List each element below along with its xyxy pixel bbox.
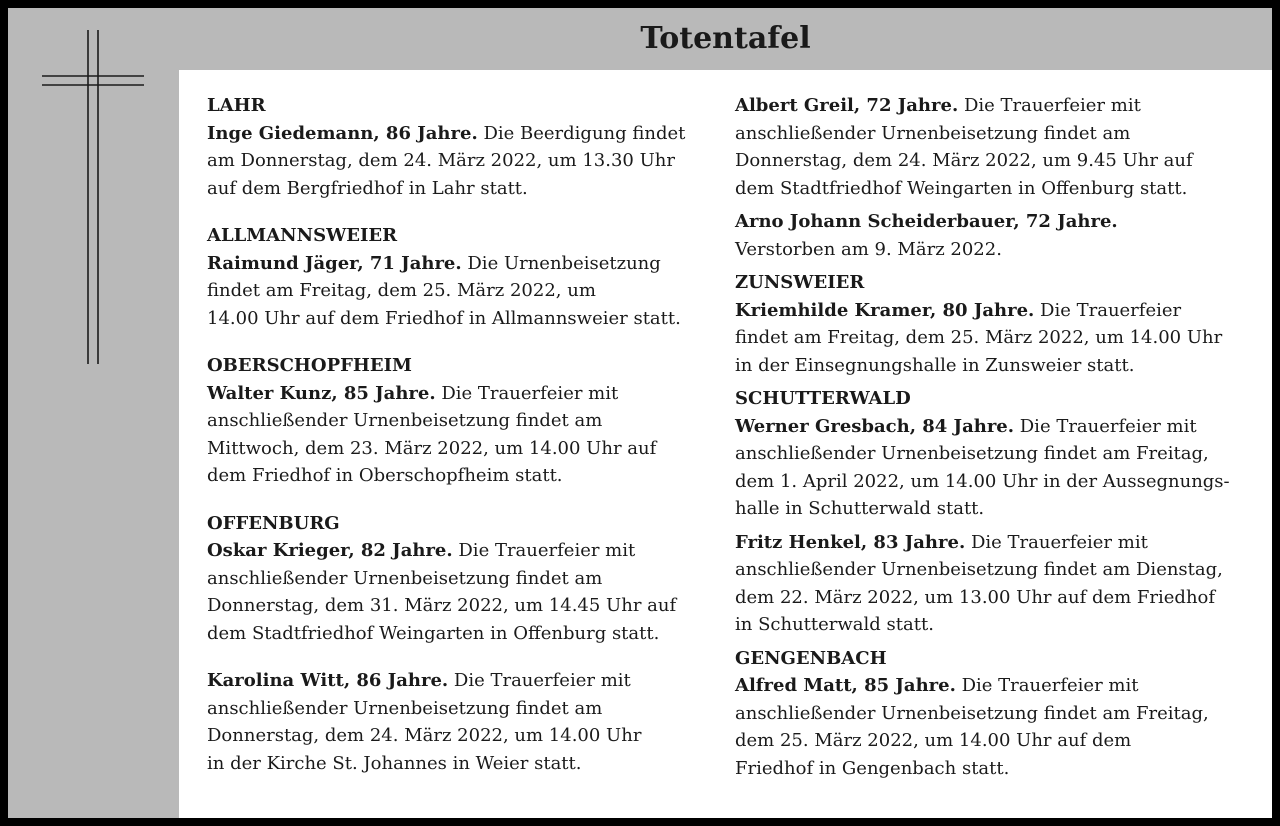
obituary-entry — [735, 297, 1255, 380]
entry-text: Die Trauerfeier mit — [1014, 415, 1197, 437]
entry-text-line: Donnerstag, dem 24. März 2022, um 9.45 Uhr auf — [735, 150, 1193, 171]
entry-first-line — [735, 672, 1255, 700]
entry-text: Die Beerdigung findet — [477, 122, 686, 144]
person-name: Albert Greil, 72 Jahre. — [735, 95, 959, 116]
entry-text: Die Trauerfeier mit — [452, 540, 636, 561]
entry-first-line — [735, 92, 1255, 120]
entry-text: Die Trauerfeier mit — [448, 670, 631, 691]
entry-text-line: dem Friedhof in Oberschopfheim statt. — [207, 465, 563, 486]
entry-text-line: anschließender Urnenbeisetzung findet am Freitag, — [735, 443, 1209, 464]
entry-text-line: anschließender Urnenbeisetzung findet am Dienstag, — [735, 559, 1223, 580]
cross-icon — [42, 30, 144, 364]
right-column — [735, 92, 1255, 782]
entry-text: Die Trauerfeier mit — [435, 382, 619, 404]
place-heading: ALLMANNSWEIER — [207, 225, 398, 246]
section-oberschopfheim — [207, 352, 707, 490]
entry-text-line: findet am Freitag, dem 25. März 2022, um 14.00 Uhr — [735, 327, 1223, 348]
entry-text: Die Trauerfeier mit — [965, 531, 1148, 553]
section-schutterwald — [735, 385, 1255, 639]
entry-text-line: anschließender Urnenbeisetzung findet am — [207, 567, 603, 589]
person-name: Karolina Witt, 86 Jahre. — [207, 670, 449, 691]
obituary-entry — [735, 208, 1255, 263]
section-continued — [735, 92, 1255, 263]
obituary-entry — [207, 380, 707, 490]
entry-text-line: dem Stadtfriedhof Weingarten in Offenburg statt. — [207, 622, 660, 644]
entry-first-line — [207, 250, 707, 278]
person-name: Fritz Henkel, 83 Jahre. — [735, 531, 966, 553]
entry-first-line — [735, 529, 1255, 557]
entry-text-line: 14.00 Uhr auf dem Friedhof in Allmannsweier statt. — [207, 307, 681, 329]
entry-text-line: Mittwoch, dem 23. März 2022, um 14.00 Uhr auf — [207, 437, 657, 459]
entry-text: Die Trauerfeier mit — [955, 675, 1139, 696]
obituary-entry — [207, 667, 707, 777]
obituary-panel — [179, 70, 1272, 818]
section-allmannsweier — [207, 222, 707, 332]
section-offenburg — [207, 510, 707, 778]
entry-text: Die Trauerfeier — [1034, 299, 1182, 321]
entry-text-line: anschließender Urnenbeisetzung findet am Freitag, — [735, 702, 1209, 724]
section-zunsweier — [735, 269, 1255, 379]
place-heading: SCHUTTERWALD — [735, 388, 911, 409]
entry-text-line: Verstorben am 9. März 2022. — [735, 238, 1002, 260]
person-name: Walter Kunz, 85 Jahre. — [207, 382, 436, 404]
person-name: Raimund Jäger, 71 Jahre. — [207, 252, 462, 274]
place-heading: LAHR — [207, 95, 266, 116]
obituary-entry — [207, 250, 707, 333]
place-heading: OBERSCHOPFHEIM — [207, 355, 412, 376]
obituary-entry — [207, 120, 707, 203]
left-column — [207, 92, 707, 777]
entry-text-line: in der Kirche St. Johannes in Weier statt. — [207, 752, 582, 774]
entry-text-line: anschließender Urnenbeisetzung findet am — [735, 122, 1131, 144]
entry-text-line: dem 25. März 2022, um 14.00 Uhr auf dem — [735, 730, 1132, 751]
entry-text-line: anschließender Urnenbeisetzung findet am — [207, 697, 603, 719]
entry-first-line — [735, 413, 1255, 441]
entry-first-line — [207, 667, 707, 695]
obituary-board — [8, 8, 1272, 818]
person-name: Kriemhilde Kramer, 80 Jahre. — [735, 299, 1035, 321]
place-heading: GENGENBACH — [735, 647, 887, 669]
person-name: Inge Giedemann, 86 Jahre. — [207, 122, 478, 144]
entry-first-line — [735, 208, 1255, 236]
person-name: Arno Johann Scheiderbauer, 72 Jahre. — [735, 211, 1118, 232]
entry-text-line: findet am Freitag, dem 25. März 2022, um — [207, 280, 596, 301]
entry-first-line — [207, 380, 707, 408]
person-name: Werner Gresbach, 84 Jahre. — [735, 415, 1015, 437]
place-heading: OFFENBURG — [207, 512, 340, 534]
person-name: Alfred Matt, 85 Jahre. — [735, 675, 956, 696]
obituary-entry — [735, 529, 1255, 639]
entry-text-line: Friedhof in Gengenbach statt. — [735, 757, 1010, 779]
entry-text-line: dem 22. März 2022, um 13.00 Uhr auf dem Friedhof — [735, 586, 1216, 608]
entry-text-line: dem Stadtfriedhof Weingarten in Offenburg statt. — [735, 177, 1188, 199]
page-title: Totentafel — [640, 21, 811, 56]
entry-text-line: in Schutterwald statt. — [735, 614, 934, 635]
person-name: Oskar Krieger, 82 Jahre. — [207, 540, 453, 561]
entry-text-line: anschließender Urnenbeisetzung findet am — [207, 410, 603, 431]
obituary-entry — [735, 672, 1255, 782]
entry-text-line: am Donnerstag, dem 24. März 2022, um 13.30 Uhr — [207, 150, 675, 171]
entry-first-line — [207, 120, 707, 148]
place-heading: ZUNSWEIER — [735, 272, 865, 293]
entry-text-line: halle in Schutterwald statt. — [735, 498, 985, 519]
obituary-entry — [735, 413, 1255, 523]
entry-text: Die Trauerfeier mit — [958, 95, 1141, 116]
entry-first-line — [207, 537, 707, 565]
section-gengenbach — [735, 645, 1255, 783]
section-lahr — [207, 92, 707, 202]
entry-text-line: Donnerstag, dem 24. März 2022, um 14.00 Uhr — [207, 725, 642, 746]
entry-text-line: auf dem Bergfriedhof in Lahr statt. — [207, 177, 528, 199]
obituary-entry — [207, 537, 707, 647]
entry-text-line: in der Einsegnungshalle in Zunsweier statt. — [735, 354, 1135, 376]
entry-text-line: dem 1. April 2022, um 14.00 Uhr in der Aussegnungs- — [735, 470, 1230, 492]
entry-first-line — [735, 297, 1255, 325]
obituary-entry — [735, 92, 1255, 202]
entry-text: Die Urnenbeisetzung — [461, 252, 661, 274]
entry-text-line: Donnerstag, dem 31. März 2022, um 14.45 Uhr auf — [207, 595, 677, 616]
